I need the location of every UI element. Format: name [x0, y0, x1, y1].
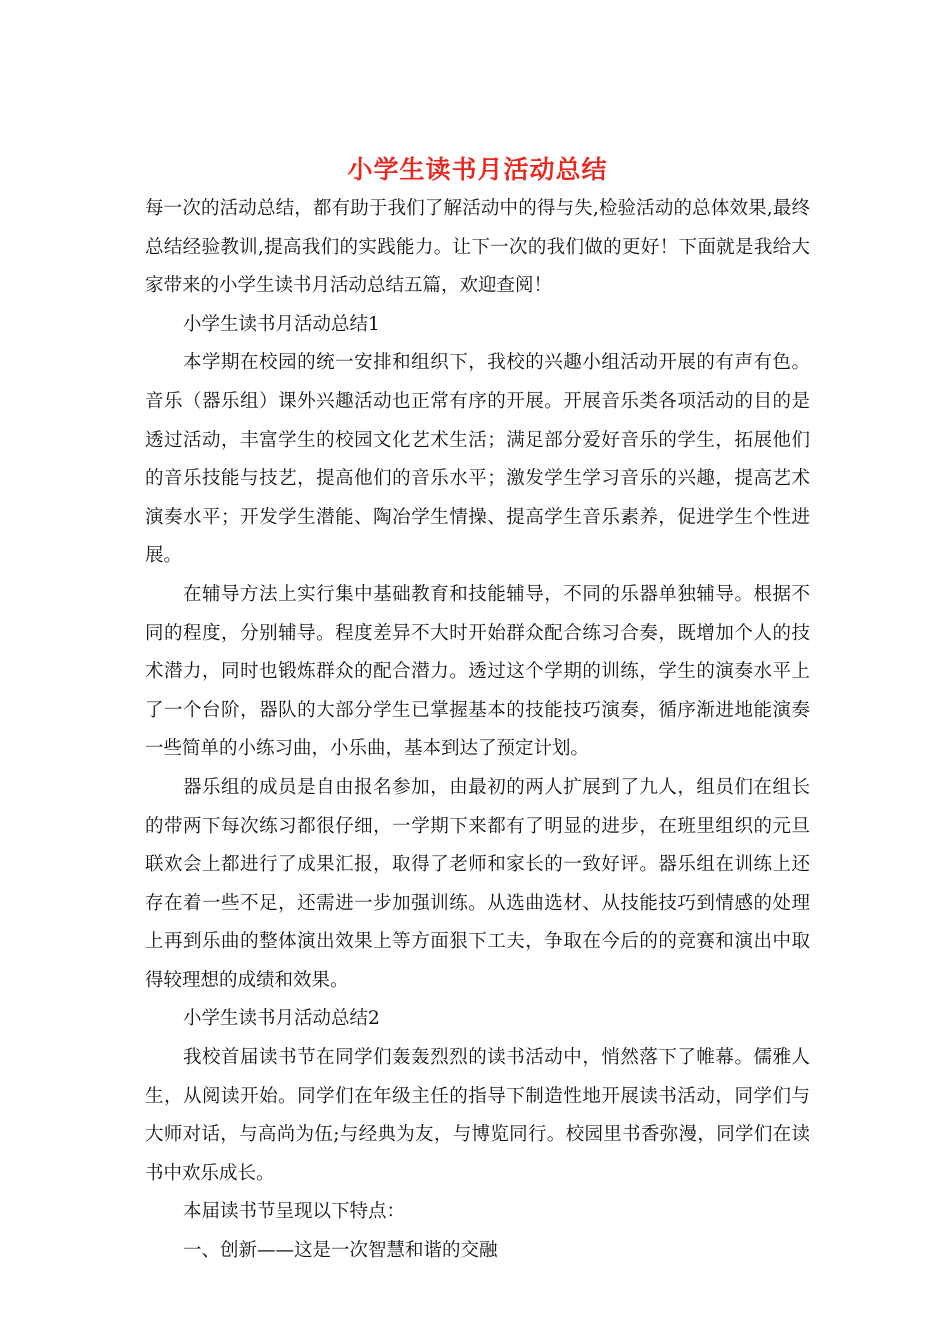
body-paragraph: 器乐组的成员是自由报名参加，由最初的两人扩展到了九人，组员们在组长的带两下每次练习都很仔细，一学期下来都有了明显的进步，在班里组织的元旦联欢会上都进行了成果汇报，取得了老师和家长的一致好评。器乐组在训练上还存在着一些不足，还需进一步加强训练。从选曲选材、从技能技巧到情感的处理上再到乐曲的整体演出效果上等方面狠下工夫，争取在今后的的竞赛和演出中取得较理想的成绩和效果。 — [145, 776, 810, 991]
section-heading-2: 小学生读书月活动总结2 — [183, 1008, 380, 1030]
body-paragraph: 我校首届读书节在同学们轰轰烈烈的读书活动中，悄然落下了帷幕。儒雅人生，从阅读开始。同学们在年级主任的指导下制造性地开展读书活动，同学们与大师对话，与高尚为伍;与经典为友，与博览同行。校园里书香弥漫，同学们在读书中欢乐成长。 — [145, 1047, 810, 1184]
section-heading-1: 小学生读书月活动总结1 — [183, 313, 380, 335]
body-paragraph: 本学期在校园的统一安排和组织下，我校的兴趣小组活动开展的有声有色。音乐（器乐组）课外兴趣活动也正常有序的开展。开展音乐类各项活动的目的是透过活动，丰富学生的校园文化艺术生活；满足部分爱好音乐的学生，拓展他们的音乐技能与技艺，提高他们的音乐水平；激发学生学习音乐的兴趣，提高艺术演奏水平；开发学生潜能、陶冶学生情操、提高学生音乐素养，促进学生个性进展。 — [145, 352, 810, 567]
document-page — [145, 150, 810, 1271]
body-paragraph: 在辅导方法上实行集中基础教育和技能辅导，不同的乐器单独辅导。根据不同的程度，分别辅导。程度差异不大时开始群众配合练习合奏，既增加个人的技术潜力，同时也锻炼群众的配合潜力。透过这个学期的训练，学生的演奏水平上了一个台阶，器队的大部分学生已掌握基本的技能技巧演奏，循序渐进地能演奏一些简单的小练习曲，小乐曲，基本到达了预定计划。 — [145, 583, 810, 760]
document-title: 小学生读书月活动总结 — [347, 155, 608, 184]
body-paragraph: 本届读书节呈现以下特点： — [183, 1201, 406, 1223]
list-item: 一、创新——这是一次智慧和谐的交融 — [183, 1240, 498, 1262]
intro-paragraph: 每一次的活动总结，都有助于我们了解活动中的得与失,检验活动的总体效果,最终总结经验教训,提高我们的实践能力。让下一次的我们做的更好！下面就是我给大家带来的小学生读书月活动总结五篇，欢迎查阅！ — [145, 198, 810, 297]
